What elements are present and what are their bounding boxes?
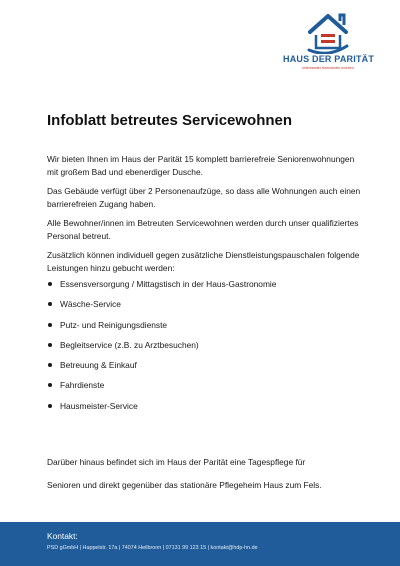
bullet-icon xyxy=(48,363,52,367)
footer-label: Kontakt: xyxy=(47,531,78,541)
service-label: Betreuung & Einkauf xyxy=(60,360,137,371)
main-content xyxy=(47,153,367,420)
closing-line-2: Senioren und direkt gegenüber das stationäre Pflegeheim Haus zum Fels. xyxy=(47,480,322,490)
bullet-icon xyxy=(48,282,52,286)
staff-paragraph: Alle Bewohner/innen im Betreuten Servicewohnen werden durch unser qualifiziertes Personal betreut. xyxy=(47,218,359,241)
page-title: Infoblatt betreutes Servicewohnen xyxy=(47,112,293,129)
service-label: Wäsche-Service xyxy=(60,299,121,310)
list-item xyxy=(47,359,367,379)
list-item xyxy=(47,379,367,399)
brand-logo xyxy=(283,10,373,78)
intro-paragraph: Wir bieten Ihnen im Haus der Parität 15 komplett barrierefreie Seniorenwohnungen mit großem Bad und ebenerdiger Dusche. xyxy=(47,154,355,177)
closing-line-1: Darüber hinaus befindet sich im Haus der Parität eine Tagespflege für xyxy=(47,457,306,467)
list-item xyxy=(47,278,367,298)
elevator-paragraph: Das Gebäude verfügt über 2 Personenaufzüge, so dass alle Wohnungen auch einen barrierefreien Zugang haben. xyxy=(47,186,361,209)
bullet-icon xyxy=(48,383,52,387)
service-label: Hausmeister-Service xyxy=(60,400,138,411)
bullet-icon xyxy=(48,302,52,306)
list-item xyxy=(47,298,367,318)
services-intro-paragraph: Zusätzlich können individuell gegen zusätzliche Dienstleistungspauschalen folgende Leistungen hinzu gebucht werden: xyxy=(47,250,360,273)
brand-tagline: miteinander füreinander wohnen xyxy=(302,66,354,70)
service-label: Putz- und Reinigungsdienste xyxy=(60,319,168,330)
service-label: Begleitservice (z.B. zu Arztbesuchen) xyxy=(60,339,199,350)
bullet-icon xyxy=(48,404,52,408)
brand-name: HAUS DER PARITÄT xyxy=(283,54,375,64)
services-list xyxy=(47,278,367,420)
list-item xyxy=(47,400,367,420)
list-item xyxy=(47,319,367,339)
footer-contact-details: PSD gGmbH | Happelstr. 17a | 74074 Heilbronn | 07131 99 123 15 | kontakt@hdp-hn.de xyxy=(47,545,258,551)
bullet-icon xyxy=(48,343,52,347)
service-label: Fahrdienste xyxy=(60,380,105,391)
closing-paragraph xyxy=(47,456,377,502)
service-label: Essensversorgung / Mittagstisch in der Haus-Gastronomie xyxy=(60,279,277,289)
house-icon xyxy=(305,10,351,54)
list-item xyxy=(47,339,367,359)
bullet-icon xyxy=(48,323,52,327)
contact-footer xyxy=(0,522,400,566)
